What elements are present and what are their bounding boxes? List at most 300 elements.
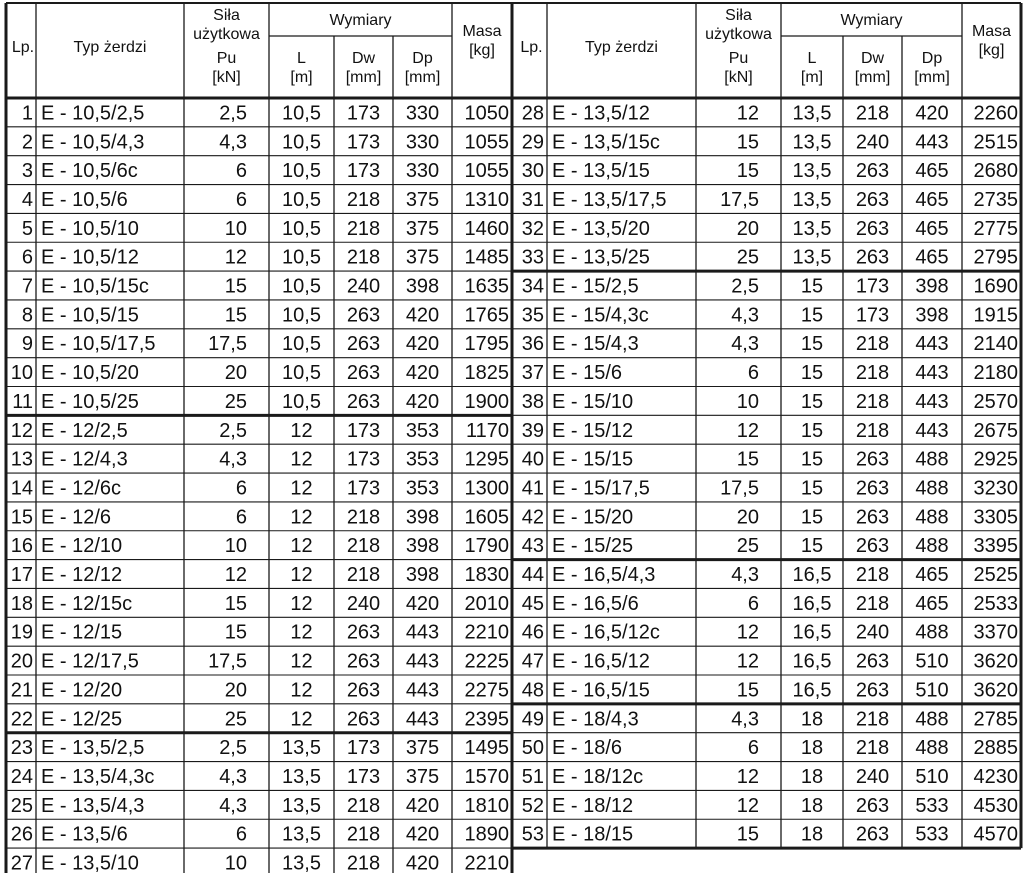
- pole-type: E - 15/15: [552, 448, 634, 471]
- dp-value: 375: [405, 217, 440, 240]
- mass-value: 3370: [973, 621, 1018, 644]
- row-number: 51: [521, 765, 544, 788]
- pole-type: E - 15/12: [552, 419, 634, 442]
- force-value: 12: [224, 246, 247, 269]
- mass-value: 2680: [973, 160, 1018, 183]
- length-value: 18: [800, 823, 824, 846]
- pole-type: E - 10,5/12: [41, 246, 139, 269]
- mass-value: 1765: [464, 304, 509, 327]
- force-value: 6: [747, 362, 759, 385]
- mass-value: 2785: [973, 708, 1018, 731]
- force-value: 12: [736, 765, 759, 788]
- pole-type: E - 10,5/17,5: [41, 333, 156, 356]
- row-number: 52: [521, 794, 544, 817]
- mass-value: 2275: [464, 679, 509, 702]
- row-number: 49: [521, 708, 544, 731]
- dp-value: 398: [405, 535, 440, 558]
- dp-value: 420: [405, 794, 440, 817]
- dp-value: 465: [915, 188, 949, 211]
- dw-value: 263: [346, 650, 381, 673]
- dp-value: 353: [405, 477, 440, 500]
- force-value: 25: [736, 246, 759, 269]
- force-value: 4,3: [731, 304, 759, 327]
- dw-value: 218: [855, 564, 890, 587]
- header-force-symbol: Pu: [216, 50, 237, 67]
- header-force-unit: [kN]: [212, 69, 241, 86]
- row-number: 2: [21, 131, 33, 154]
- header-mass-unit: [kg]: [978, 42, 1005, 59]
- pole-type: E - 13,5/15: [552, 160, 650, 183]
- header-l: L: [807, 50, 817, 67]
- dp-value: 465: [915, 217, 949, 240]
- pole-type: E - 15/4,3c: [552, 304, 649, 327]
- header-lp: Lp.: [11, 39, 35, 56]
- row-number: 14: [10, 477, 33, 500]
- force-value: 12: [224, 564, 247, 587]
- header-l: L: [297, 50, 306, 67]
- pole-type: E - 12/15c: [41, 592, 133, 615]
- mass-value: 3305: [973, 506, 1018, 529]
- force-value: 20: [736, 506, 759, 529]
- force-value: 20: [224, 362, 247, 385]
- header-dw-unit: [mm]: [854, 69, 891, 86]
- dw-value: 263: [855, 794, 890, 817]
- length-value: 10,5: [282, 217, 321, 240]
- row-number: 8: [21, 304, 33, 327]
- pole-type: E - 15/2,5: [552, 275, 639, 298]
- header-type: Typ żerdzi: [585, 39, 658, 56]
- pole-type: E - 12/17,5: [41, 650, 139, 673]
- pole-type: E - 15/17,5: [552, 477, 650, 500]
- row-number: 37: [521, 362, 544, 385]
- dw-value: 218: [346, 535, 381, 558]
- length-value: 12: [290, 448, 313, 471]
- dp-value: 420: [405, 362, 440, 385]
- row-number: 26: [10, 823, 33, 846]
- pole-type: E - 12/6c: [41, 477, 122, 500]
- pole-type: E - 18/6: [552, 737, 623, 760]
- dp-value: 510: [915, 679, 949, 702]
- header-type: Typ żerdzi: [73, 39, 147, 56]
- length-value: 13,5: [792, 131, 832, 154]
- dp-value: 443: [405, 650, 440, 673]
- dp-value: 420: [405, 304, 440, 327]
- length-value: 10,5: [282, 188, 321, 211]
- header-dp-unit: [mm]: [914, 69, 950, 86]
- row-number: 10: [10, 362, 33, 385]
- mass-value: 1635: [464, 275, 509, 298]
- length-value: 16,5: [792, 564, 832, 587]
- mass-value: 1570: [464, 765, 509, 788]
- header-dims: Wymiary: [329, 12, 392, 29]
- dw-value: 218: [855, 390, 890, 413]
- force-value: 4,3: [731, 333, 759, 356]
- force-value: 15: [224, 304, 247, 327]
- force-value: 15: [736, 131, 759, 154]
- dp-value: 465: [915, 160, 949, 183]
- dw-value: 263: [855, 160, 890, 183]
- mass-value: 2925: [973, 448, 1018, 471]
- dw-value: 173: [346, 419, 381, 442]
- dw-value: 240: [855, 621, 890, 644]
- mass-value: 2533: [973, 592, 1018, 615]
- mass-value: 3620: [973, 679, 1018, 702]
- force-value: 12: [736, 650, 759, 673]
- mass-value: 1460: [464, 217, 509, 240]
- row-number: 13: [10, 448, 33, 471]
- header-force: użytkowa: [705, 26, 772, 43]
- mass-value: 1055: [464, 160, 509, 183]
- header-dp: Dp: [921, 50, 943, 67]
- force-value: 25: [224, 390, 247, 413]
- row-number: 32: [521, 217, 544, 240]
- pole-type: E - 15/10: [552, 390, 634, 413]
- dw-value: 263: [346, 362, 381, 385]
- force-value: 10: [224, 852, 247, 873]
- mass-value: 1495: [464, 737, 509, 760]
- length-value: 13,5: [792, 217, 832, 240]
- header-dims: Wymiary: [840, 12, 903, 29]
- dp-value: 398: [915, 275, 949, 298]
- row-number: 48: [521, 679, 544, 702]
- pole-type: E - 10,5/6c: [41, 160, 138, 183]
- pole-type: E - 13,5/4,3: [41, 794, 145, 817]
- pole-type: E - 10,5/20: [41, 362, 139, 385]
- pole-type: E - 13,5/17,5: [552, 188, 667, 211]
- dw-value: 218: [346, 564, 381, 587]
- row-number: 41: [521, 477, 544, 500]
- mass-value: 2180: [973, 362, 1018, 385]
- length-value: 10,5: [282, 102, 321, 125]
- header-force-symbol: Pu: [728, 50, 749, 67]
- force-value: 6: [235, 506, 247, 529]
- dp-value: 465: [915, 564, 949, 587]
- pole-type: E - 15/6: [552, 362, 623, 385]
- header-dp: Dp: [412, 50, 433, 67]
- length-value: 13,5: [282, 852, 321, 873]
- row-number: 35: [521, 304, 544, 327]
- pole-type: E - 13,5/2,5: [41, 737, 145, 760]
- mass-value: 2735: [973, 188, 1018, 211]
- dw-value: 263: [855, 477, 890, 500]
- dp-value: 420: [405, 823, 440, 846]
- header-force: Siła: [725, 7, 752, 24]
- dw-value: 263: [346, 390, 381, 413]
- pole-type: E - 13,5/4,3c: [41, 765, 155, 788]
- mass-value: 4530: [973, 794, 1018, 817]
- row-number: 53: [521, 823, 544, 846]
- dw-value: 263: [855, 448, 890, 471]
- pole-type: E - 13,5/10: [41, 852, 139, 873]
- dp-value: 398: [405, 506, 440, 529]
- dw-value: 240: [346, 592, 381, 615]
- row-number: 31: [521, 188, 544, 211]
- length-value: 16,5: [792, 679, 832, 702]
- force-value: 15: [736, 448, 759, 471]
- dw-value: 218: [346, 506, 381, 529]
- row-number: 12: [10, 419, 33, 442]
- dp-value: 443: [405, 679, 440, 702]
- header-force: użytkowa: [193, 26, 260, 43]
- force-value: 4,3: [219, 765, 247, 788]
- length-value: 10,5: [282, 275, 321, 298]
- pole-type: E - 13,5/15c: [552, 131, 660, 154]
- force-value: 4,3: [219, 131, 247, 154]
- pole-type: E - 18/12c: [552, 765, 644, 788]
- length-value: 16,5: [792, 621, 832, 644]
- mass-value: 3395: [973, 535, 1018, 558]
- mass-value: 1485: [464, 246, 509, 269]
- force-value: 2,5: [219, 737, 247, 760]
- row-number: 45: [521, 592, 544, 615]
- row-number: 24: [10, 765, 33, 788]
- length-value: 10,5: [282, 246, 321, 269]
- dw-value: 173: [855, 275, 890, 298]
- force-value: 4,3: [219, 794, 247, 817]
- force-value: 10: [736, 390, 759, 413]
- dw-value: 218: [346, 794, 381, 817]
- dp-value: 488: [915, 621, 949, 644]
- force-value: 15: [736, 823, 759, 846]
- pole-type: E - 15/20: [552, 506, 634, 529]
- dw-value: 263: [346, 304, 381, 327]
- length-value: 12: [290, 621, 313, 644]
- mass-value: 1825: [464, 362, 509, 385]
- row-number: 28: [521, 102, 544, 125]
- pole-type: E - 16,5/4,3: [552, 564, 656, 587]
- dw-value: 218: [855, 592, 890, 615]
- dp-value: 375: [405, 188, 440, 211]
- length-value: 10,5: [282, 362, 321, 385]
- dp-value: 488: [915, 737, 949, 760]
- mass-value: 1170: [465, 419, 509, 442]
- mass-value: 1690: [973, 275, 1018, 298]
- force-value: 25: [736, 535, 759, 558]
- row-number: 21: [10, 679, 33, 702]
- pole-type: E - 10,5/25: [41, 390, 139, 413]
- length-value: 13,5: [282, 765, 321, 788]
- dp-value: 443: [405, 621, 440, 644]
- dp-value: 375: [405, 765, 440, 788]
- dw-value: 263: [855, 188, 890, 211]
- row-number: 22: [10, 708, 33, 731]
- mass-value: 2260: [973, 102, 1018, 125]
- force-value: 17,5: [720, 477, 759, 500]
- force-value: 4,3: [731, 564, 759, 587]
- pole-type: E - 12/25: [41, 708, 123, 731]
- dp-value: 510: [915, 765, 949, 788]
- dp-value: 443: [915, 131, 949, 154]
- dp-value: 443: [915, 333, 949, 356]
- header-force-unit: [kN]: [724, 69, 753, 86]
- length-value: 10,5: [282, 390, 321, 413]
- dw-value: 173: [346, 737, 381, 760]
- mass-value: 2010: [464, 592, 509, 615]
- row-number: 19: [10, 621, 33, 644]
- row-number: 7: [21, 275, 33, 298]
- force-value: 6: [235, 160, 247, 183]
- dp-value: 443: [915, 362, 949, 385]
- force-value: 15: [224, 621, 247, 644]
- dp-value: 420: [405, 333, 440, 356]
- header-mass: Masa: [971, 23, 1012, 40]
- dw-value: 240: [346, 275, 381, 298]
- header-dp-unit: [mm]: [404, 69, 441, 86]
- mass-value: 2775: [973, 217, 1018, 240]
- row-number: 27: [10, 852, 33, 873]
- length-value: 12: [290, 650, 313, 673]
- force-value: 15: [736, 160, 759, 183]
- length-value: 12: [290, 535, 313, 558]
- dp-value: 420: [405, 592, 440, 615]
- mass-value: 1310: [464, 188, 509, 211]
- dw-value: 218: [855, 708, 890, 731]
- dp-value: 353: [405, 448, 440, 471]
- row-number: 15: [10, 506, 33, 529]
- dw-value: 173: [346, 160, 381, 183]
- table-body: [11, 102, 1018, 873]
- dp-value: 510: [915, 650, 949, 673]
- dp-value: 488: [915, 506, 949, 529]
- mass-value: 1810: [464, 794, 509, 817]
- mass-value: 2210: [464, 621, 509, 644]
- length-value: 12: [290, 419, 313, 442]
- dp-value: 398: [915, 304, 949, 327]
- force-value: 12: [736, 621, 759, 644]
- length-value: 12: [290, 506, 313, 529]
- row-number: 4: [21, 188, 33, 211]
- row-number: 36: [521, 333, 544, 356]
- pole-type: E - 16,5/12c: [552, 621, 660, 644]
- pole-type: E - 10,5/4,3: [41, 131, 145, 154]
- row-number: 5: [21, 217, 33, 240]
- dp-value: 533: [915, 794, 949, 817]
- pole-type: E - 10,5/6: [41, 188, 128, 211]
- pole-type: E - 13,5/6: [41, 823, 128, 846]
- pole-type: E - 12/2,5: [41, 419, 128, 442]
- length-value: 16,5: [792, 650, 832, 673]
- row-number: 11: [12, 390, 33, 413]
- dw-value: 173: [346, 765, 381, 788]
- mass-value: 2515: [973, 131, 1018, 154]
- pole-type: E - 12/20: [41, 679, 123, 702]
- row-number: 6: [21, 246, 33, 269]
- mass-value: 1295: [464, 448, 509, 471]
- header-l-unit: [m]: [800, 69, 824, 86]
- pole-type: E - 16,5/15: [552, 679, 650, 702]
- mass-value: 1300: [464, 477, 509, 500]
- dw-value: 263: [855, 506, 890, 529]
- pole-type: E - 12/10: [41, 535, 123, 558]
- dp-value: 443: [915, 390, 949, 413]
- mass-value: 1830: [464, 564, 509, 587]
- row-number: 9: [21, 333, 33, 356]
- length-value: 12: [290, 679, 313, 702]
- dw-value: 263: [855, 217, 890, 240]
- mass-value: 2675: [973, 419, 1018, 442]
- dp-value: 488: [915, 535, 949, 558]
- dw-value: 240: [855, 131, 890, 154]
- force-value: 6: [235, 823, 247, 846]
- row-number: 47: [521, 650, 544, 673]
- length-value: 12: [290, 592, 313, 615]
- row-number: 33: [521, 246, 544, 269]
- dp-value: 330: [405, 131, 440, 154]
- pole-type: E - 15/25: [552, 535, 634, 558]
- length-value: 18: [800, 794, 824, 817]
- force-value: 15: [224, 592, 247, 615]
- mass-value: 2225: [464, 650, 509, 673]
- dw-value: 263: [855, 535, 890, 558]
- pole-type: E - 18/12: [552, 794, 634, 817]
- force-value: 10: [224, 217, 247, 240]
- force-value: 15: [736, 679, 759, 702]
- dw-value: 173: [346, 102, 381, 125]
- pole-type: E - 15/4,3: [552, 333, 639, 356]
- dp-value: 488: [915, 708, 949, 731]
- mass-value: 3620: [973, 650, 1018, 673]
- mass-value: 1605: [464, 506, 509, 529]
- mass-value: 1055: [464, 131, 509, 154]
- length-value: 15: [800, 419, 824, 442]
- force-value: 25: [224, 708, 247, 731]
- pole-type: E - 12/15: [41, 621, 123, 644]
- pole-type: E - 10,5/15: [41, 304, 139, 327]
- mass-value: 1795: [464, 333, 509, 356]
- length-value: 13,5: [792, 160, 832, 183]
- force-value: 12: [736, 794, 759, 817]
- row-number: 17: [10, 564, 33, 587]
- mass-value: 1790: [464, 535, 509, 558]
- dp-value: 398: [405, 564, 440, 587]
- length-value: 12: [290, 564, 313, 587]
- row-number: 44: [521, 564, 544, 587]
- dw-value: 263: [346, 621, 381, 644]
- dw-value: 263: [855, 679, 890, 702]
- force-value: 2,5: [219, 102, 247, 125]
- length-value: 15: [800, 333, 824, 356]
- pole-type: E - 18/4,3: [552, 708, 639, 731]
- dw-value: 218: [855, 737, 890, 760]
- length-value: 12: [290, 477, 313, 500]
- row-number: 34: [521, 275, 544, 298]
- dp-value: 420: [405, 390, 440, 413]
- mass-value: 2140: [973, 333, 1018, 356]
- row-number: 3: [21, 160, 33, 183]
- force-value: 12: [736, 102, 759, 125]
- mass-value: 2885: [973, 737, 1018, 760]
- mass-value: 1890: [464, 823, 509, 846]
- header-dw-unit: [mm]: [345, 69, 382, 86]
- dp-value: 488: [915, 448, 949, 471]
- length-value: 10,5: [282, 304, 321, 327]
- force-value: 6: [235, 477, 247, 500]
- mass-value: 4570: [973, 823, 1018, 846]
- pole-type: E - 16,5/12: [552, 650, 650, 673]
- length-value: 15: [800, 362, 824, 385]
- length-value: 15: [800, 506, 824, 529]
- dp-value: 353: [405, 419, 440, 442]
- dp-value: 420: [405, 852, 440, 873]
- pole-type: E - 10,5/10: [41, 217, 139, 240]
- dw-value: 263: [855, 246, 890, 269]
- force-value: 10: [224, 535, 247, 558]
- force-value: 12: [736, 419, 759, 442]
- dw-value: 173: [346, 131, 381, 154]
- row-number: 38: [521, 390, 544, 413]
- row-number: 42: [521, 506, 544, 529]
- dw-value: 263: [346, 679, 381, 702]
